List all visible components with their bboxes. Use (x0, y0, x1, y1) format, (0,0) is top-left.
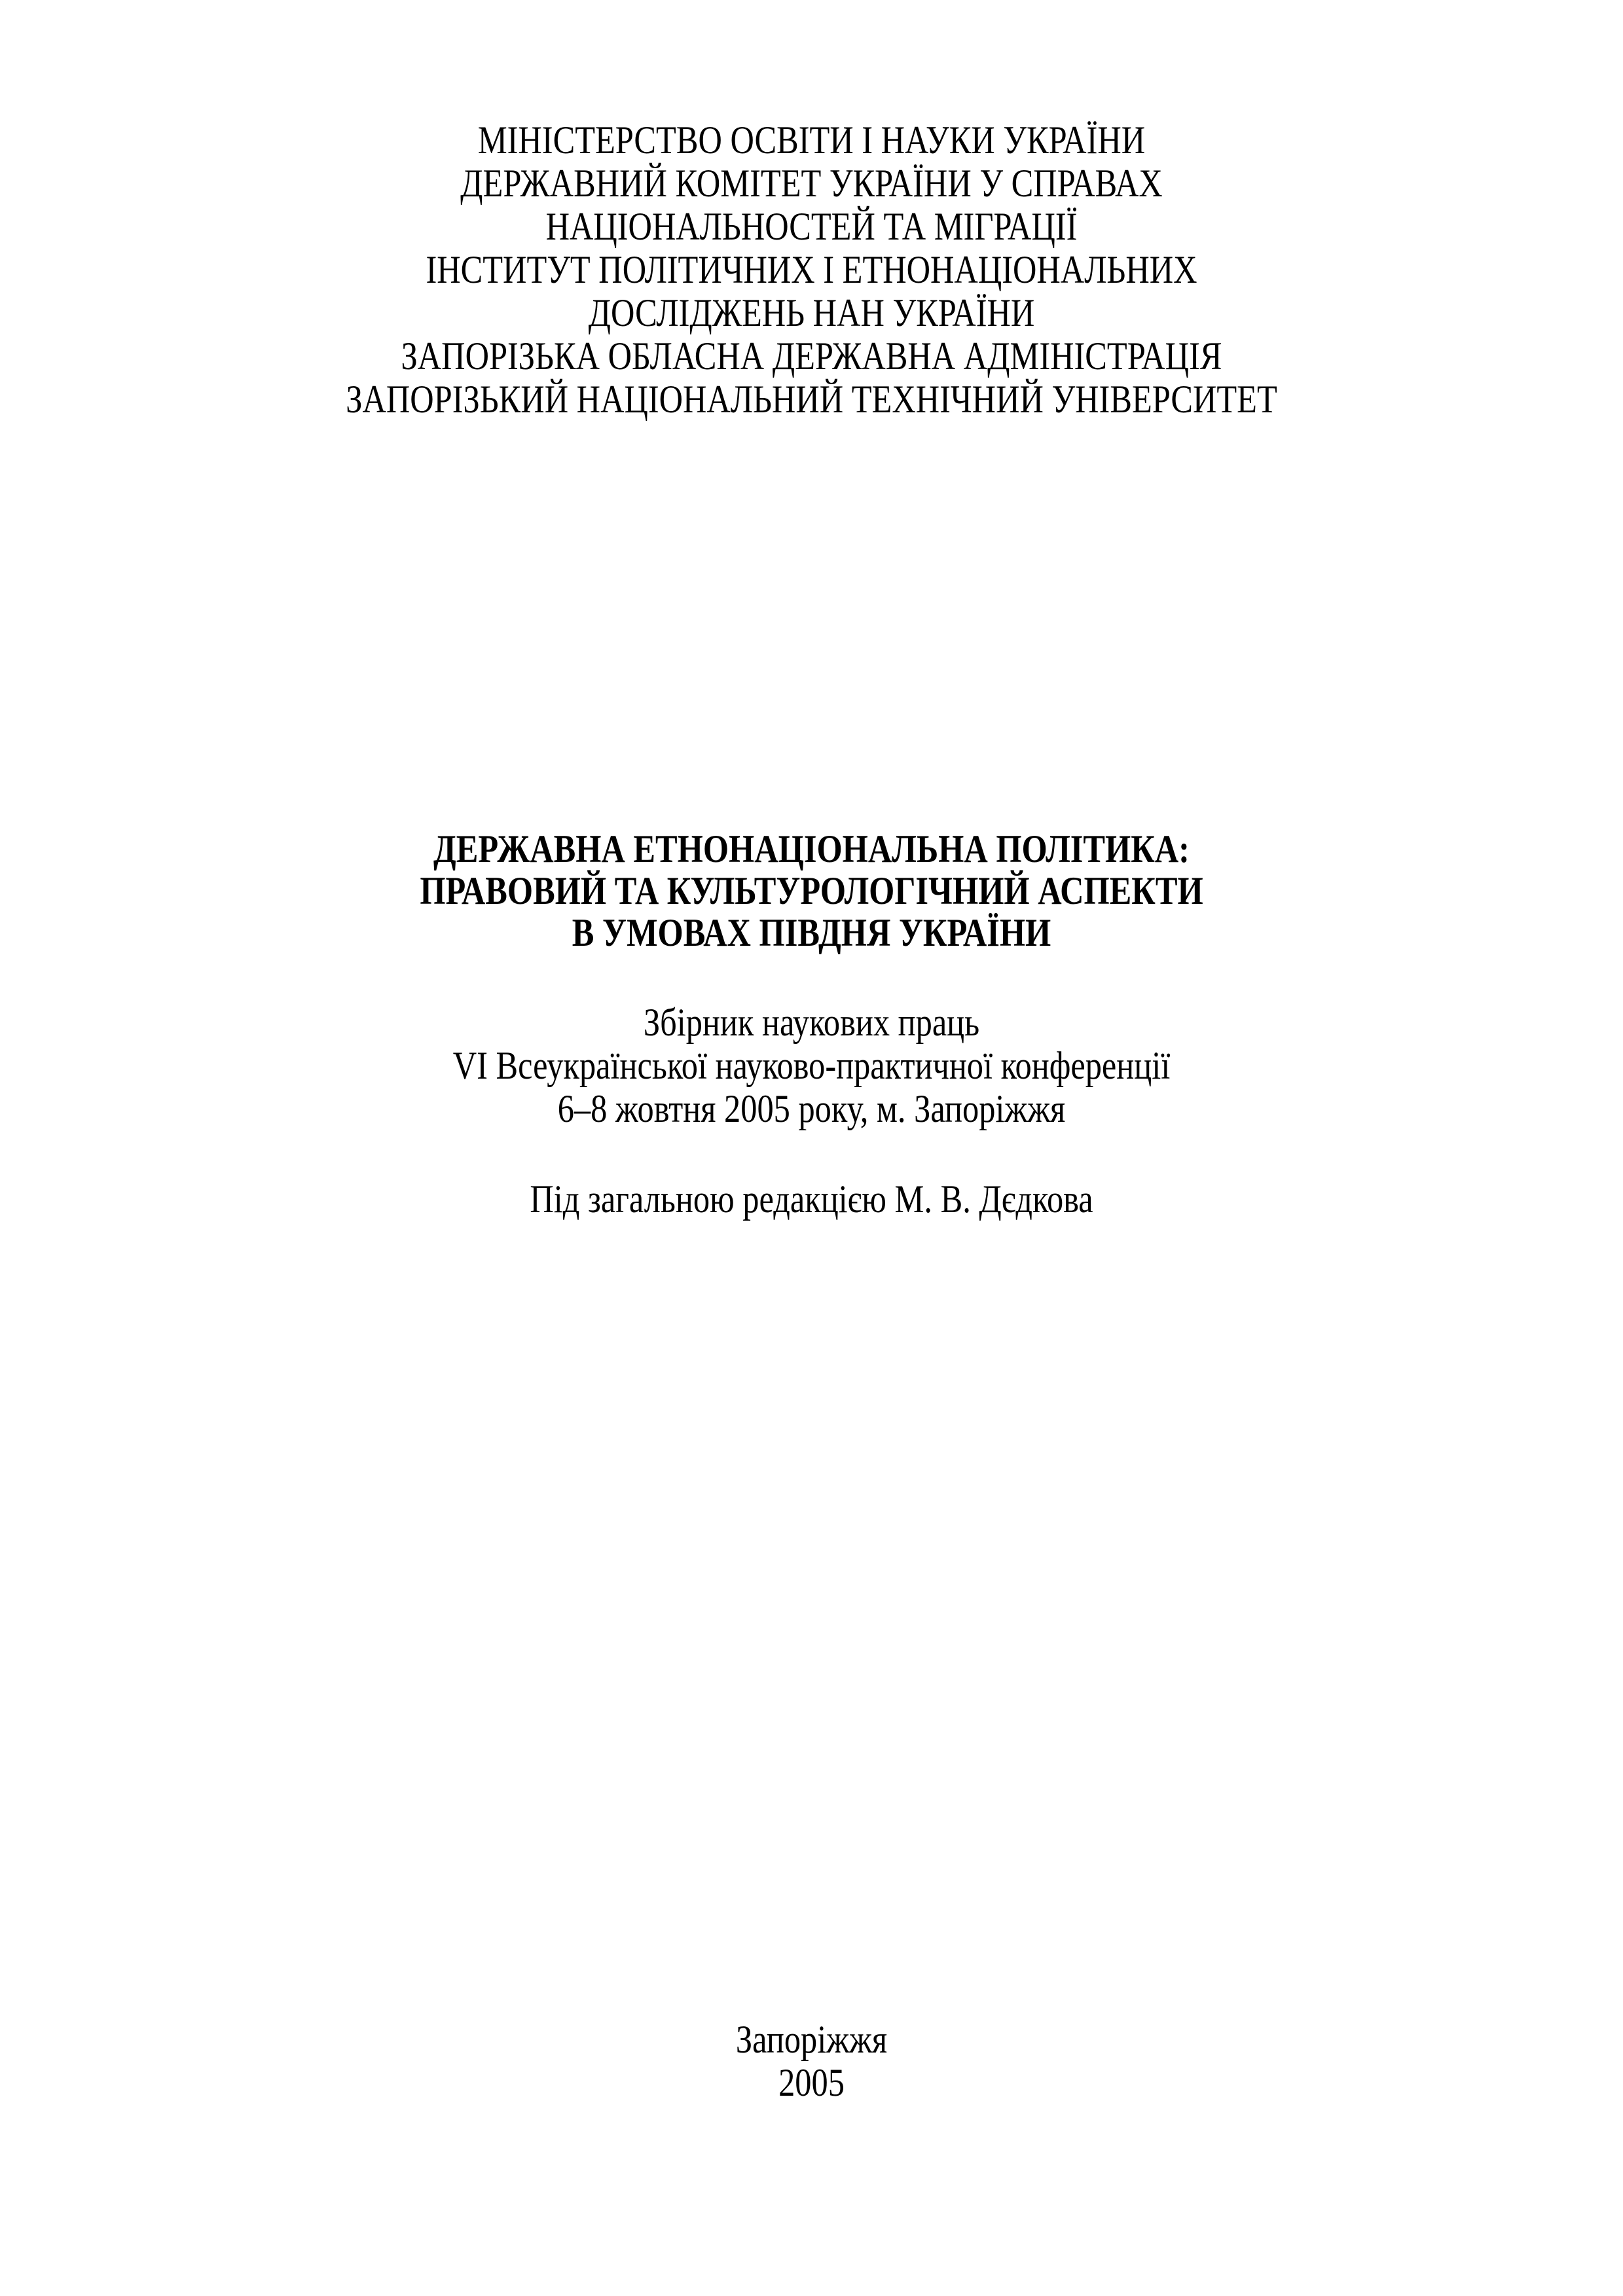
editor-note (0, 1177, 1623, 1221)
organization-line: ЗАПОРІЗЬКИЙ НАЦІОНАЛЬНИЙ ТЕХНІЧНИЙ УНІВЕРСИТЕТ (346, 378, 1277, 421)
organization-line: ДЕРЖАВНИЙ КОМІТЕТ УКРАЇНИ У СПРАВАХ (460, 162, 1163, 205)
subtitle-line: Збірник наукових праць (643, 1001, 980, 1044)
title-line: В УМОВАХ ПІВДНЯ УКРАЇНИ (572, 911, 1051, 954)
subtitle-line: 6–8 жовтня 2005 року, м. Запоріжжя (557, 1087, 1066, 1130)
imprint-year: 2005 (778, 2061, 845, 2104)
organization-line: НАЦІОНАЛЬНОСТЕЙ ТА МІГРАЦІЇ (545, 205, 1078, 248)
document-subtitle (0, 1001, 1623, 1130)
organization-line: МІНІСТЕРСТВО ОСВІТИ І НАУКИ УКРАЇНИ (477, 118, 1146, 162)
title-line: ПРАВОВИЙ ТА КУЛЬТУРОЛОГІЧНИЙ АСПЕКТИ (420, 869, 1203, 912)
imprint (0, 2018, 1623, 2104)
organization-line: ІНСТИТУТ ПОЛІТИЧНИХ І ЕТНОНАЦІОНАЛЬНИХ (426, 248, 1197, 291)
title-line: ДЕРЖАВНА ЕТНОНАЦІОНАЛЬНА ПОЛІТИКА: (433, 827, 1190, 870)
organizations-header (0, 118, 1623, 421)
editor-line: Під загальною редакцією М. В. Дєдкова (530, 1177, 1093, 1221)
imprint-city: Запоріжжя (735, 2018, 888, 2061)
document-title (0, 828, 1623, 954)
subtitle-line: VI Всеукраїнської науково-практичної конференції (452, 1044, 1171, 1087)
organization-line: ДОСЛІДЖЕНЬ НАН УКРАЇНИ (588, 291, 1035, 334)
organization-line: ЗАПОРІЗЬКА ОБЛАСНА ДЕРЖАВНА АДМІНІСТРАЦІЯ (401, 334, 1222, 378)
